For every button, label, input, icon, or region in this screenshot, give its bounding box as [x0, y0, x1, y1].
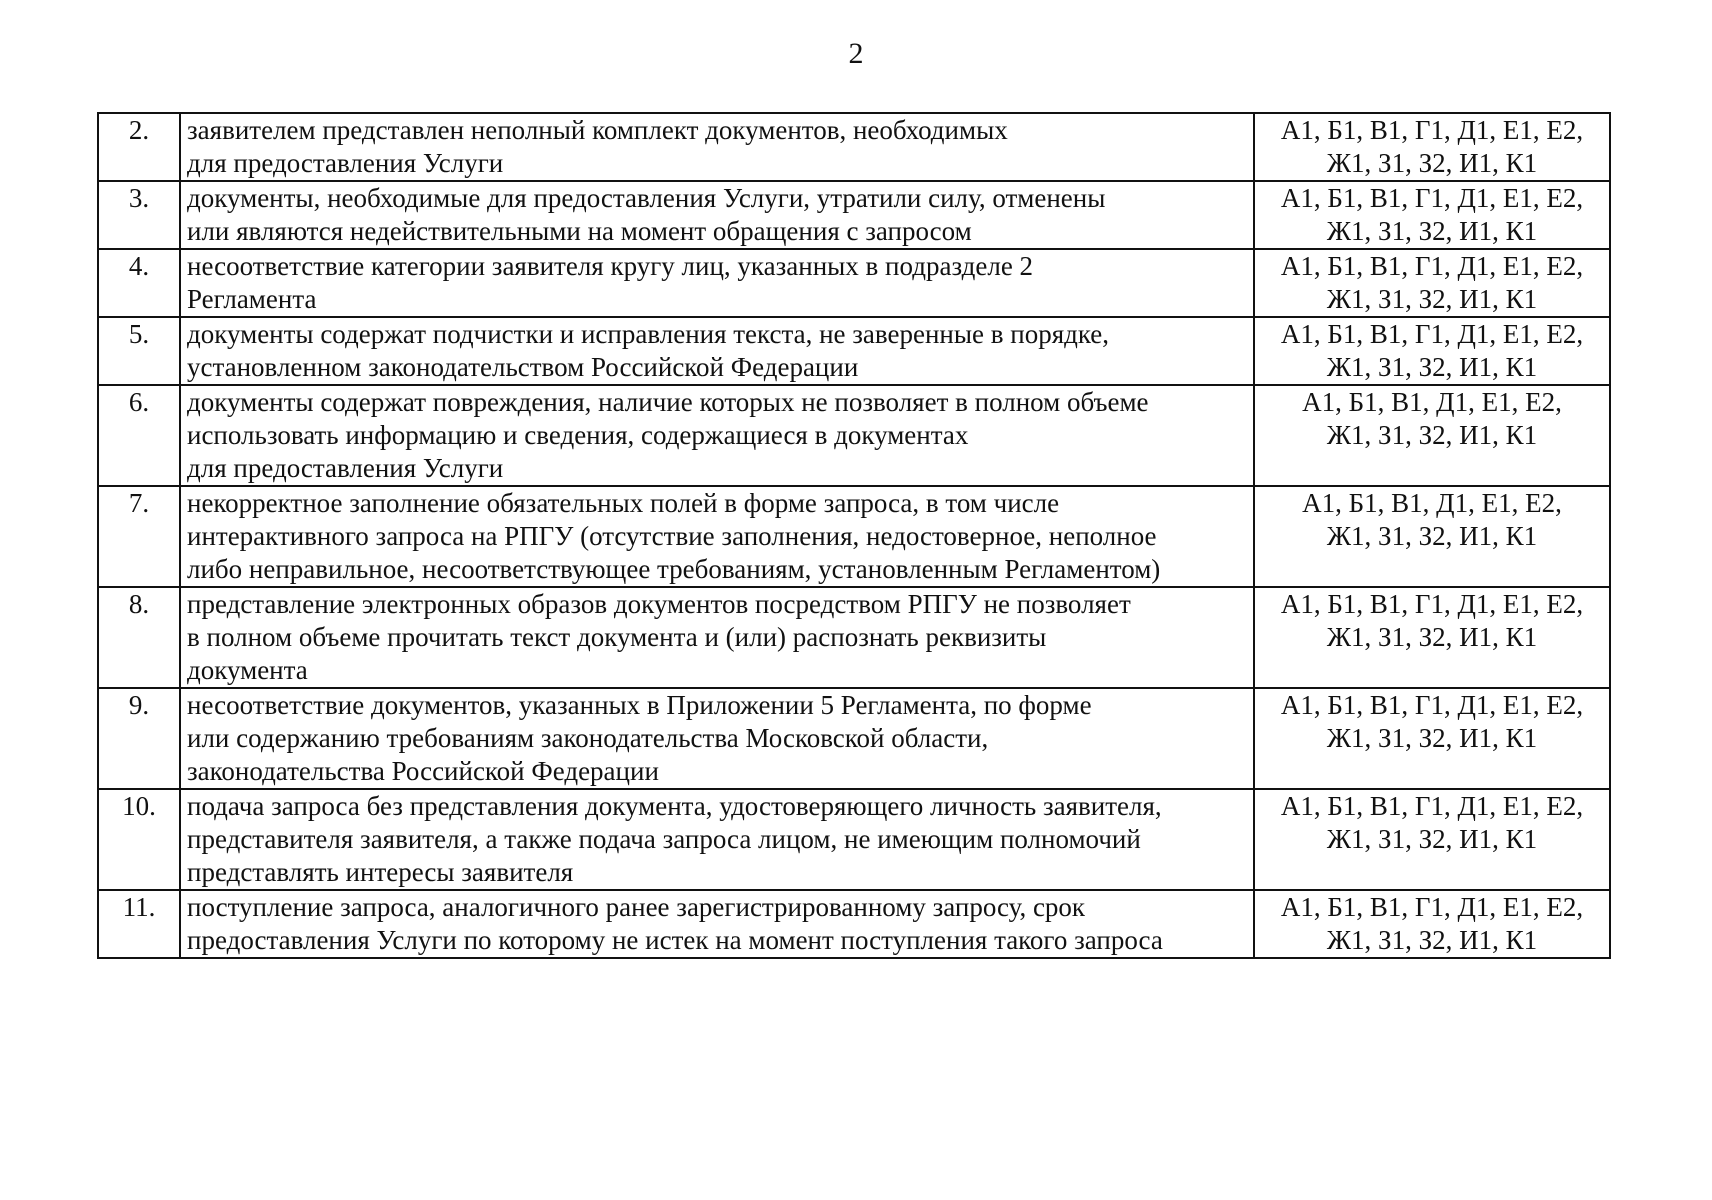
description-line: установленном законодательством Российской Федерации — [187, 352, 859, 382]
description-line: документы, необходимые для предоставления Услуги, утратили силу, отменены — [187, 183, 1106, 213]
description-line: некорректное заполнение обязательных полей в форме запроса, в том числе — [187, 488, 1060, 518]
description-line: несоответствие категории заявителя кругу лиц, указанных в подразделе 2 — [187, 251, 1034, 281]
description-line: представлять интересы заявителя — [187, 857, 574, 887]
row-description — [180, 113, 1254, 181]
row-codes — [1254, 317, 1610, 385]
description-line: заявителем представлен неполный комплект документов, необходимых — [187, 115, 1008, 145]
row-codes — [1254, 385, 1610, 486]
row-codes — [1254, 113, 1610, 181]
table-row — [98, 587, 1610, 688]
grounds-table — [97, 112, 1611, 959]
codes-line: А1, Б1, В1, Г1, Д1, Е1, Е2, — [1280, 589, 1584, 619]
codes-line: А1, Б1, В1, Г1, Д1, Е1, Е2, — [1280, 791, 1584, 821]
codes-line: Ж1, З1, З2, И1, К1 — [1326, 723, 1538, 753]
table-row — [98, 181, 1610, 249]
codes-line: А1, Б1, В1, Г1, Д1, Е1, Е2, — [1280, 115, 1584, 145]
row-codes — [1254, 890, 1610, 958]
table-row — [98, 789, 1610, 890]
description-line: для предоставления Услуги — [187, 453, 504, 483]
description-line: предоставления Услуги по которому не истек на момент поступления такого запроса — [187, 925, 1163, 955]
row-number: 9. — [98, 688, 180, 789]
row-description — [180, 789, 1254, 890]
row-number: 8. — [98, 587, 180, 688]
codes-line: Ж1, З1, З2, И1, К1 — [1326, 148, 1538, 178]
codes-line: Ж1, З1, З2, И1, К1 — [1326, 284, 1538, 314]
description-line: представление электронных образов документов посредством РПГУ не позволяет — [187, 589, 1131, 619]
description-line: документы содержат подчистки и исправления текста, не заверенные в порядке, — [187, 319, 1110, 349]
codes-line: Ж1, З1, З2, И1, К1 — [1326, 420, 1538, 450]
table-row — [98, 249, 1610, 317]
description-line: для предоставления Услуги — [187, 148, 504, 178]
row-description — [180, 317, 1254, 385]
row-description — [180, 688, 1254, 789]
row-codes — [1254, 789, 1610, 890]
codes-line: А1, Б1, В1, Г1, Д1, Е1, Е2, — [1280, 251, 1584, 281]
description-line: интерактивного запроса на РПГУ (отсутствие заполнения, недостоверное, неполное — [187, 521, 1157, 551]
row-number: 5. — [98, 317, 180, 385]
description-line: законодательства Российской Федерации — [187, 756, 659, 786]
row-codes — [1254, 587, 1610, 688]
codes-line: Ж1, З1, З2, И1, К1 — [1326, 622, 1538, 652]
codes-line: А1, Б1, В1, Д1, Е1, Е2, — [1302, 488, 1562, 518]
row-number: 6. — [98, 385, 180, 486]
row-description — [180, 385, 1254, 486]
table-row — [98, 890, 1610, 958]
description-line: документы содержат повреждения, наличие которых не позволяет в полном объеме — [187, 387, 1149, 417]
row-codes — [1254, 181, 1610, 249]
description-line: или содержанию требованиям законодательства Московской области, — [187, 723, 989, 753]
description-line: представителя заявителя, а также подача запроса лицом, не имеющим полномочий — [187, 824, 1141, 854]
codes-line: Ж1, З1, З2, И1, К1 — [1326, 216, 1538, 246]
description-line: или являются недействительными на момент обращения с запросом — [187, 216, 972, 246]
row-number: 2. — [98, 113, 180, 181]
description-line: подача запроса без представления документа, удостоверяющего личность заявителя, — [187, 791, 1162, 821]
description-line: поступление запроса, аналогичного ранее зарегистрированному запросу, срок — [187, 892, 1086, 922]
table-row — [98, 317, 1610, 385]
table-row — [98, 688, 1610, 789]
description-line: Регламента — [187, 284, 317, 314]
description-line: либо неправильное, несоответствующее требованиям, установленным Регламентом) — [187, 554, 1161, 584]
codes-line: А1, Б1, В1, Г1, Д1, Е1, Е2, — [1280, 690, 1584, 720]
description-line: документа — [187, 655, 308, 685]
table-row — [98, 486, 1610, 587]
row-number: 4. — [98, 249, 180, 317]
row-number: 11. — [98, 890, 180, 958]
page-number: 2 — [848, 37, 864, 70]
codes-line: А1, Б1, В1, Г1, Д1, Е1, Е2, — [1280, 892, 1584, 922]
row-codes — [1254, 688, 1610, 789]
codes-line: А1, Б1, В1, Д1, Е1, Е2, — [1302, 387, 1562, 417]
row-number: 3. — [98, 181, 180, 249]
row-description — [180, 587, 1254, 688]
row-codes — [1254, 249, 1610, 317]
codes-line: А1, Б1, В1, Г1, Д1, Е1, Е2, — [1280, 319, 1584, 349]
codes-line: Ж1, З1, З2, И1, К1 — [1326, 521, 1538, 551]
description-line: в полном объеме прочитать текст документа и (или) распознать реквизиты — [187, 622, 1047, 652]
description-line: использовать информацию и сведения, содержащиеся в документах — [187, 420, 969, 450]
row-description — [180, 486, 1254, 587]
row-description — [180, 181, 1254, 249]
description-line: несоответствие документов, указанных в Приложении 5 Регламента, по форме — [187, 690, 1092, 720]
table-row — [98, 385, 1610, 486]
codes-line: Ж1, З1, З2, И1, К1 — [1326, 925, 1538, 955]
row-description — [180, 890, 1254, 958]
row-number: 7. — [98, 486, 180, 587]
row-number: 10. — [98, 789, 180, 890]
table-row — [98, 113, 1610, 181]
table-body — [98, 113, 1610, 958]
codes-line: А1, Б1, В1, Г1, Д1, Е1, Е2, — [1280, 183, 1584, 213]
codes-line: Ж1, З1, З2, И1, К1 — [1326, 352, 1538, 382]
row-description — [180, 249, 1254, 317]
codes-line: Ж1, З1, З2, И1, К1 — [1326, 824, 1538, 854]
row-codes — [1254, 486, 1610, 587]
